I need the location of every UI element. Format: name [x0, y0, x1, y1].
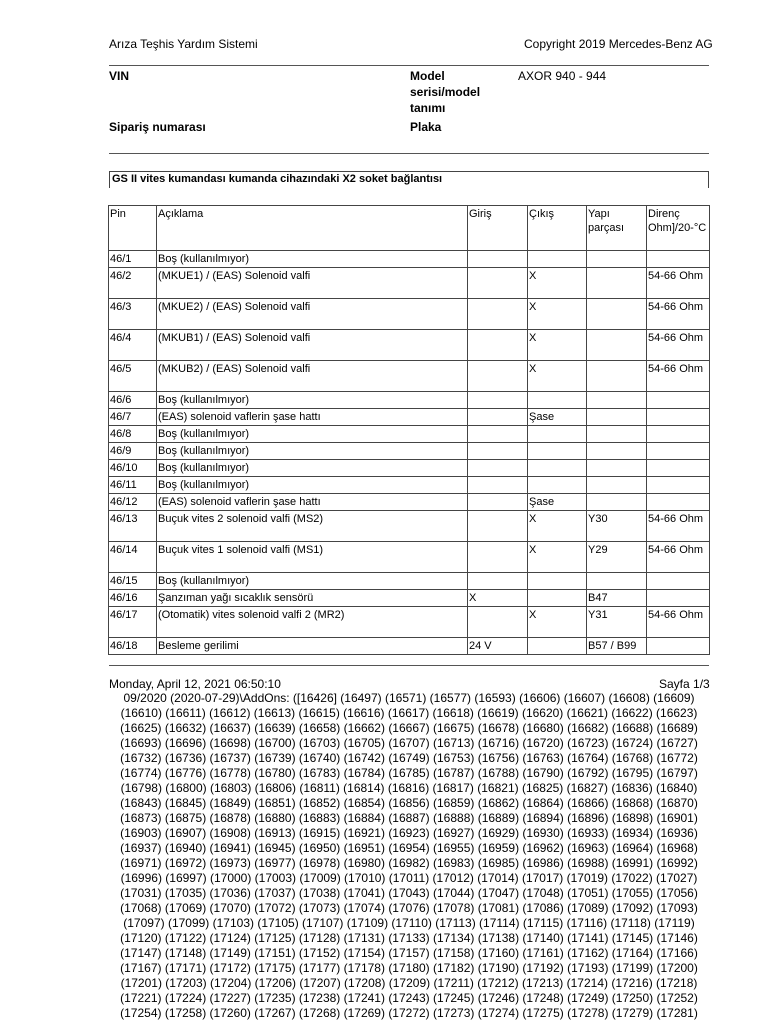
input-cell	[468, 477, 528, 494]
input-cell	[468, 361, 528, 392]
table-row	[109, 443, 710, 460]
output-cell: X	[528, 607, 587, 638]
component-cell	[587, 494, 647, 511]
component-cell	[587, 426, 647, 443]
output-cell	[528, 638, 587, 655]
table-row	[109, 251, 710, 268]
pin-cell: 46/16	[109, 590, 157, 607]
table-row	[109, 426, 710, 443]
output-cell: X	[528, 542, 587, 573]
output-cell	[528, 573, 587, 590]
description-cell: Boş (kullanılmıyor)	[157, 426, 468, 443]
column-header-output: Çıkış	[528, 206, 587, 251]
component-cell	[587, 330, 647, 361]
table-row	[109, 361, 710, 392]
resistance-cell: 54-66 Ohm	[647, 361, 710, 392]
resistance-cell: 54-66 Ohm	[647, 607, 710, 638]
output-cell: X	[528, 299, 587, 330]
table-row	[109, 268, 710, 299]
input-cell	[468, 426, 528, 443]
column-header-input: Giriş	[468, 206, 528, 251]
pin-cell: 46/2	[109, 268, 157, 299]
description-cell: (MKUB1) / (EAS) Solenoid valfi	[157, 330, 468, 361]
footer-divider	[109, 665, 709, 666]
resistance-cell	[647, 590, 710, 607]
description-cell: (EAS) solenoid vaflerin şase hattı	[157, 494, 468, 511]
pin-cell: 46/8	[109, 426, 157, 443]
system-name: Arıza Teşhis Yardım Sistemi	[109, 37, 258, 51]
output-cell	[528, 460, 587, 477]
table-row	[109, 542, 710, 573]
component-cell	[587, 299, 647, 330]
output-cell: Şase	[528, 494, 587, 511]
resistance-cell: 54-66 Ohm	[647, 299, 710, 330]
column-header-pin: Pin	[109, 206, 157, 251]
description-cell: (MKUE1) / (EAS) Solenoid valfi	[157, 268, 468, 299]
table-row	[109, 460, 710, 477]
table-row	[109, 477, 710, 494]
meta-divider	[109, 153, 709, 154]
table-row	[109, 573, 710, 590]
input-cell	[468, 542, 528, 573]
description-cell: Buçuk vites 2 solenoid valfi (MS2)	[157, 511, 468, 542]
component-cell	[587, 251, 647, 268]
output-cell	[528, 426, 587, 443]
model-value: AXOR 940 - 944	[518, 69, 607, 83]
resistance-cell	[647, 251, 710, 268]
input-cell	[468, 443, 528, 460]
input-cell	[468, 494, 528, 511]
description-cell: Boş (kullanılmıyor)	[157, 251, 468, 268]
model-label: Model serisi/model tanımı	[410, 69, 481, 115]
input-cell: X	[468, 590, 528, 607]
output-cell	[528, 251, 587, 268]
column-header-resistance: Direnç Ohm]/20-°C	[647, 206, 710, 251]
output-cell: Şase	[528, 409, 587, 426]
pin-cell: 46/4	[109, 330, 157, 361]
component-cell: B57 / B99	[587, 638, 647, 655]
resistance-cell	[647, 477, 710, 494]
component-cell	[587, 573, 647, 590]
output-cell: X	[528, 511, 587, 542]
plate-label: Plaka	[410, 120, 442, 134]
input-cell	[468, 268, 528, 299]
resistance-cell: 54-66 Ohm	[647, 268, 710, 299]
description-cell: Besleme gerilimi	[157, 638, 468, 655]
pin-cell: 46/18	[109, 638, 157, 655]
output-cell	[528, 477, 587, 494]
output-cell	[528, 392, 587, 409]
description-cell: Boş (kullanılmıyor)	[157, 573, 468, 590]
table-row	[109, 392, 710, 409]
table-header-row	[109, 206, 710, 251]
print-datetime: Monday, April 12, 2021 06:50:10	[109, 677, 281, 691]
page-number: Sayfa 1/3	[659, 677, 710, 691]
pin-cell: 46/15	[109, 573, 157, 590]
component-cell	[587, 268, 647, 299]
description-cell: Boş (kullanılmıyor)	[157, 477, 468, 494]
pin-cell: 46/17	[109, 607, 157, 638]
component-cell: Y29	[587, 542, 647, 573]
section-title: GS II vites kumandası kumanda cihazındaki X2 soket bağlantısı	[109, 171, 709, 188]
pin-cell: 46/13	[109, 511, 157, 542]
component-cell: Y31	[587, 607, 647, 638]
resistance-cell	[647, 460, 710, 477]
output-cell: X	[528, 330, 587, 361]
description-cell: Boş (kullanılmıyor)	[157, 443, 468, 460]
component-cell	[587, 409, 647, 426]
description-cell: (MKUE2) / (EAS) Solenoid valfi	[157, 299, 468, 330]
header-divider	[109, 65, 709, 66]
vin-label: VIN	[109, 69, 130, 83]
table-row	[109, 590, 710, 607]
input-cell	[468, 392, 528, 409]
resistance-cell	[647, 638, 710, 655]
table-row	[109, 638, 710, 655]
component-cell	[587, 477, 647, 494]
input-cell	[468, 409, 528, 426]
resistance-cell	[647, 443, 710, 460]
resistance-cell	[647, 392, 710, 409]
order-number-label: Sipariş numarası	[109, 120, 206, 134]
description-cell: Boş (kullanılmıyor)	[157, 392, 468, 409]
pin-cell: 46/12	[109, 494, 157, 511]
resistance-cell	[647, 573, 710, 590]
input-cell	[468, 330, 528, 361]
output-cell	[528, 443, 587, 460]
component-cell: B47	[587, 590, 647, 607]
pin-cell: 46/11	[109, 477, 157, 494]
input-cell	[468, 573, 528, 590]
output-cell: X	[528, 361, 587, 392]
column-header-component: Yapı parçası	[587, 206, 647, 251]
input-cell: 24 V	[468, 638, 528, 655]
component-cell	[587, 443, 647, 460]
table-row	[109, 607, 710, 638]
pin-cell: 46/9	[109, 443, 157, 460]
resistance-cell: 54-66 Ohm	[647, 542, 710, 573]
input-cell	[468, 251, 528, 268]
component-cell	[587, 392, 647, 409]
addons-list: 09/2020 (2020-07-29)\AddOns: ([16426] (16497) (16571) (16577) (16593) (16606) (16607) (16608) (16609) (16610) (16611) (16612) (16613) (16615) (16616) (16617) (16618) (16619) (16620) (16621) (16622) (16623) (16625) (16632) (16637) (16639) (16658) (16662) (16667) (16675) (16678) (16680) (16682) (16688) (16689) (16693) (16696) (16698) (16700) (16703) (16705) (16707) (16713) (16716) (16720) (16723) (16724) (16727) (16732) (16736) (16737) (16739) (16740) (16742) (16749) (16753) (16756) (16763) (16764) (16768) (16772) (16774) (16776) (16778) (16780) (16783) (16784) (16785) (16787) (16788) (16790) (16792) (16795) (16797) (16798) (16800) (16803) (16806) (16811) (16814) (16816) (16817) (16821) (16825) (16827) (16836) (16840) (16843) (16845) (16849) (16851) (16852) (16854) (16856) (16859) (16862) (16864) (16866) (16868) (16870) (16873) (16875) (16878) (16880) (16883) (16884) (16887) (16888) (16889) (16894) (16896) (16898) (16901) (16903) (16907) (16908) (16913) (16915) (16921) (16923) (16927) (16929) (16930) (16933) (16934) (16936) (16937) (16940) (16941) (16945) (16950) (16951) (16954) (16955) (16959) (16962) (16963) (16964) (16968) (16971) (16972) (16973) (16977) (16978) (16980) (16982) (16983) (16985) (16986) (16988) (16991) (16992) (16996) (16997) (17000) (17003) (17009) (17010) (17011) (17012) (17014) (17017) (17019) (17022) (17027) (17031) (17035) (17036) (17037) (17038) (17041) (17043) (17044) (17047) (17048) (17051) (17055) (17056) (17068) (17069) (17070) (17072) (17073) (17074) (17076) (17078) (17081) (17086) (17089) (17092) (17093) (17097) (17099) (17103) (17105) (17107) (17109) (17110) (17113) (17114) (17115) (17116) (17118) (17119) (17120) (17122) (17124) (17125) (17128) (17131) (17133) (17134) (17138) (17140) (17141) (17145) (17146) (17147) (17148) (17149) (17151) (17152) (17154) (17157) (17158) (17160) (17161) (17162) (17164) (17166) (17167) (17171) (17172) (17175) (17177) (17178) (17180) (17182) (17190) (17192) (17193) (17199) (17200) (17201) (17203) (17204) (17206) (17207) (17208) (17209) (17211) (17212) (17213) (17214) (17216) (17218) (17221) (17224) (17227) (17235) (17238) (17241) (17243) (17245) (17246) (17248) (17249) (17250) (17252) (17254) (17258) (17260) (17267) (17268) (17269) (17272) (17273) (17274) (17275) (17278) (17279) (17281)	[120, 691, 698, 1020]
resistance-cell	[647, 494, 710, 511]
resistance-cell	[647, 409, 710, 426]
pin-table	[108, 205, 710, 655]
input-cell	[468, 511, 528, 542]
output-cell	[528, 590, 587, 607]
table-row	[109, 330, 710, 361]
input-cell	[468, 607, 528, 638]
resistance-cell: 54-66 Ohm	[647, 330, 710, 361]
description-cell: (EAS) solenoid vaflerin şase hattı	[157, 409, 468, 426]
description-cell: (Otomatik) vites solenoid valfi 2 (MR2)	[157, 607, 468, 638]
description-cell: Şanzıman yağı sıcaklık sensörü	[157, 590, 468, 607]
output-cell: X	[528, 268, 587, 299]
description-cell: Boş (kullanılmıyor)	[157, 460, 468, 477]
table-row	[109, 511, 710, 542]
resistance-cell	[647, 426, 710, 443]
table-row	[109, 494, 710, 511]
pin-cell: 46/14	[109, 542, 157, 573]
component-cell	[587, 361, 647, 392]
pin-cell: 46/5	[109, 361, 157, 392]
description-cell: (MKUB2) / (EAS) Solenoid valfi	[157, 361, 468, 392]
column-header-description: Açıklama	[157, 206, 468, 251]
table-row	[109, 409, 710, 426]
pin-cell: 46/10	[109, 460, 157, 477]
pin-cell: 46/6	[109, 392, 157, 409]
component-cell: Y30	[587, 511, 647, 542]
copyright-text: Copyright 2019 Mercedes-Benz AG	[524, 37, 713, 51]
description-cell: Buçuk vites 1 solenoid valfi (MS1)	[157, 542, 468, 573]
input-cell	[468, 299, 528, 330]
table-row	[109, 299, 710, 330]
pin-cell: 46/7	[109, 409, 157, 426]
pin-cell: 46/3	[109, 299, 157, 330]
pin-cell: 46/1	[109, 251, 157, 268]
input-cell	[468, 460, 528, 477]
component-cell	[587, 460, 647, 477]
resistance-cell: 54-66 Ohm	[647, 511, 710, 542]
